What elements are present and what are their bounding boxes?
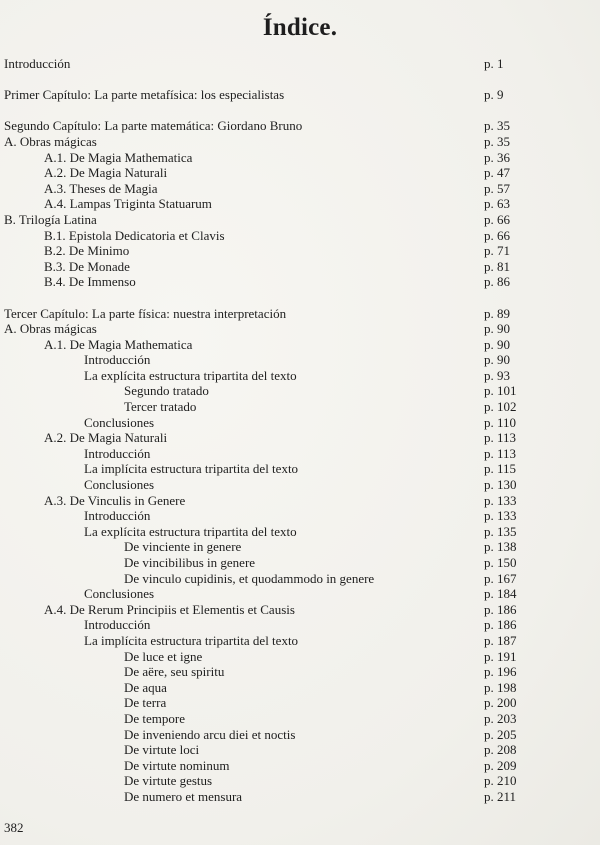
toc-entry-label: A.1. De Magia Mathematica (44, 336, 193, 352)
toc-entry (4, 586, 524, 602)
toc-entry-page: p. 186 (484, 601, 517, 617)
toc-entry (4, 773, 524, 789)
toc-entry-page: p. 86 (484, 274, 510, 290)
toc-entry-label: De virtute loci (124, 742, 200, 758)
toc-entry-label: De luce et igne (124, 648, 203, 664)
toc-entry (4, 555, 524, 571)
toc-entry-page: p. 66 (484, 227, 510, 243)
toc-entry-label: Introducción (84, 617, 151, 633)
toc-entry-page: p. 71 (484, 243, 510, 259)
toc-entry-page: p. 35 (484, 118, 510, 134)
toc-entry-label: A. Obras mágicas (4, 133, 97, 149)
toc-entry-label: La explícita estructura tripartita del texto (84, 523, 297, 539)
toc-entry (4, 56, 524, 72)
toc-entry-label: B.1. Epistola Dedicatoria et Clavis (44, 227, 225, 243)
toc-entry-page: p. 130 (484, 477, 517, 493)
toc-entry-page: p. 113 (484, 430, 517, 446)
toc-entry-label: Tercer Capítulo: La parte física: nuestra interpretación (4, 305, 287, 321)
toc-entry (4, 321, 524, 337)
toc-entry-page: p. 89 (484, 305, 510, 321)
toc-entry-label: Introducción (84, 508, 151, 524)
toc-entry-label: Introducción (84, 445, 151, 461)
toc-entry (4, 633, 524, 649)
toc-entry-label: De vincibilibus in genere (124, 555, 256, 570)
toc-entry (4, 352, 524, 368)
toc-entry-label: Conclusiones (84, 414, 155, 430)
toc-entry (4, 196, 524, 212)
toc-entry-page: p. 203 (484, 710, 517, 726)
toc-entry-label: De virtute gestus (124, 773, 213, 789)
toc-entry (4, 711, 524, 727)
toc-entry-label: Introducción (4, 56, 71, 71)
toc-entry-label: De vinciente in genere (124, 539, 242, 555)
toc-entry-label: A.3. Theses de Magia (44, 180, 158, 196)
toc-entry-label: A.2. De Magia Naturali (44, 165, 168, 181)
toc-entry (4, 617, 524, 633)
page-title: Índice. (262, 14, 338, 41)
toc-entry (4, 150, 524, 166)
toc-entry (4, 539, 524, 555)
toc-entry-page: p. 90 (484, 336, 510, 352)
toc-entry (4, 461, 524, 477)
toc-entry-label: A.4. Lampas Triginta Statuarum (44, 196, 212, 212)
toc-entry (4, 524, 524, 540)
toc-entry-label: La implícita estructura tripartita del texto (84, 461, 299, 477)
toc-entry (4, 602, 524, 618)
toc-entry (4, 306, 524, 322)
toc-entry-page: p. 63 (484, 196, 510, 212)
toc-entry-label: Conclusiones (84, 477, 155, 493)
toc-entry-page: p. 35 (484, 133, 510, 149)
toc-entry-label: De vinculo cupidinis, et quodammodo in genere (124, 570, 375, 586)
toc-entry-page: p. 36 (484, 149, 510, 165)
toc-entry-label: B. Trilogía Latina (4, 211, 97, 227)
toc-entry-page: p. 93 (484, 367, 510, 383)
toc-entry-label: A.2. De Magia Naturali (44, 430, 168, 446)
toc-entry-page: p. 133 (484, 492, 517, 508)
toc-entry-page: p. 138 (484, 539, 517, 555)
toc-entry (4, 430, 524, 446)
toc-entry-page: p. 186 (484, 617, 517, 633)
toc-entry-page: p. 90 (484, 321, 510, 337)
toc-entry-label: Primer Capítulo: La parte metafísica: los especialistas (4, 87, 285, 103)
toc-entry-page: p. 208 (484, 742, 517, 758)
toc-entry-page: p. 101 (484, 383, 517, 399)
toc-entry-label: Segundo Capítulo: La parte matemática: Giordano Bruno (4, 118, 303, 134)
toc-entry-page: p. 196 (484, 664, 517, 680)
toc-entry-label: B.2. De Minimo (44, 243, 130, 259)
toc-entry (4, 228, 524, 244)
toc-entry (4, 274, 524, 290)
toc-entry (4, 789, 524, 805)
toc-entry-page: p. 184 (484, 586, 517, 602)
toc-entry-page: p. 135 (484, 523, 517, 539)
toc-entry-page: p. 66 (484, 211, 510, 227)
toc-entry-page: p. 81 (484, 258, 510, 274)
toc-entry-page: p. 187 (484, 632, 517, 648)
toc-entry (4, 493, 524, 509)
toc-entry-page: p. 200 (484, 695, 517, 711)
toc-entry (4, 649, 524, 665)
toc-entry-page: p. 113 (484, 445, 517, 461)
toc-entry (4, 477, 524, 493)
toc-entry (4, 212, 524, 228)
toc-entry (4, 259, 524, 275)
toc-entry-label: A.4. De Rerum Principiis et Elementis et Causis (44, 601, 295, 617)
toc-entry (4, 181, 524, 197)
toc-entry-label: Tercer tratado (124, 399, 197, 415)
toc-entry (4, 243, 524, 259)
toc-entry-label: Conclusiones (84, 586, 155, 602)
toc-entry-page: p. 211 (484, 788, 517, 804)
toc-entry (4, 368, 524, 384)
toc-entry-label: La implícita estructura tripartita del texto (84, 632, 299, 648)
toc-entry (4, 571, 524, 587)
toc-entry (4, 695, 524, 711)
toc-entry (4, 87, 524, 103)
toc-entry (4, 742, 524, 758)
page-number: 382 (4, 820, 24, 835)
toc-entry (4, 446, 524, 462)
toc-entry (4, 399, 524, 415)
toc-entry-page: p. 115 (484, 461, 517, 477)
toc-entry-label: De numero et mensura (124, 788, 243, 804)
toc-entry (4, 664, 524, 680)
toc-entry-page: p. 90 (484, 352, 510, 368)
toc-entry (4, 134, 524, 150)
toc-entry (4, 508, 524, 524)
toc-entry-label: Introducción (84, 352, 151, 368)
toc-entry-page: p. 9 (484, 87, 504, 103)
toc-entry (4, 758, 524, 774)
toc-entry-label: De aëre, seu spiritu (124, 664, 225, 680)
toc-entry (4, 165, 524, 181)
toc-entry-label: A. Obras mágicas (4, 321, 97, 337)
table-of-contents (4, 56, 524, 805)
toc-entry (4, 680, 524, 696)
toc-entry-page: p. 47 (484, 165, 510, 181)
toc-entry (4, 337, 524, 353)
toc-entry-page: p. 102 (484, 399, 517, 415)
toc-entry-page: p. 57 (484, 180, 510, 196)
toc-entry-label: A.1. De Magia Mathematica (44, 149, 193, 165)
toc-entry-label: B.4. De Immenso (44, 274, 136, 290)
toc-entry (4, 727, 524, 743)
toc-entry-label: B.3. De Monade (44, 258, 130, 274)
toc-entry-page: p. 209 (484, 757, 517, 773)
toc-entry-page: p. 191 (484, 648, 517, 664)
toc-entry-label: De aqua (124, 679, 167, 695)
toc-entry-label: De tempore (124, 710, 186, 726)
toc-entry-label: De virtute nominum (124, 757, 230, 773)
toc-entry-label: La explícita estructura tripartita del texto (84, 367, 297, 383)
toc-entry (4, 383, 524, 399)
toc-entry-page: p. 133 (484, 508, 517, 524)
toc-entry (4, 118, 524, 134)
toc-entry-page: p. 1 (484, 56, 504, 71)
toc-entry-label: De terra (124, 695, 167, 711)
toc-entry-label: Segundo tratado (124, 383, 209, 399)
toc-entry-page: p. 198 (484, 679, 517, 695)
toc-entry-page: p. 150 (484, 555, 517, 570)
toc-entry-page: p. 110 (484, 414, 517, 430)
toc-entry (4, 415, 524, 431)
toc-entry-page: p. 167 (484, 570, 517, 586)
toc-entry-page: p. 205 (484, 726, 517, 742)
toc-entry-page: p. 210 (484, 773, 517, 789)
toc-entry-label: De inveniendo arcu diei et noctis (124, 726, 296, 742)
toc-entry-label: A.3. De Vinculis in Genere (44, 492, 186, 508)
